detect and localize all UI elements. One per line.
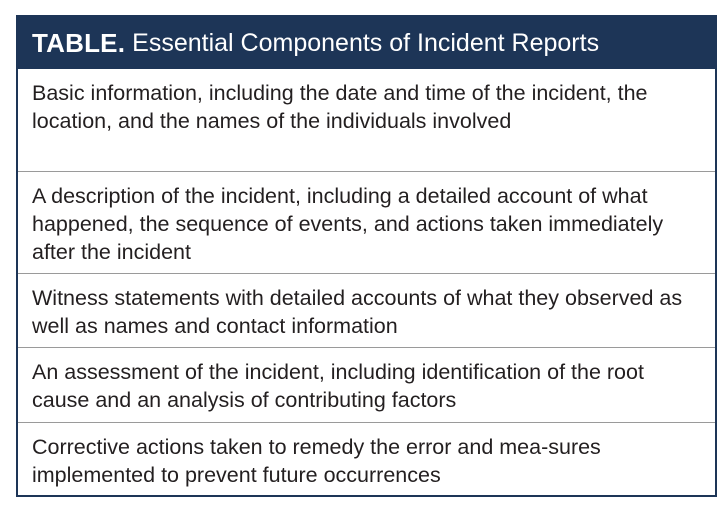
table-title: Essential Components of Incident Reports: [132, 28, 600, 57]
table-body: [18, 69, 715, 495]
table-header: [18, 17, 715, 69]
table-row: Basic information, including the date and time of the incident, the location, and the names of the individuals involved: [32, 81, 648, 133]
table-row: Corrective actions taken to remedy the error and mea-sures implemented to prevent future occurrences: [18, 422, 715, 495]
table-row: An assessment of the incident, including identification of the root cause and an analysis of contributing factors: [18, 347, 715, 422]
table-label: TABLE.: [32, 27, 126, 58]
incident-report-table: [16, 15, 717, 497]
table-row: Witness statements with detailed accounts of what they observed as well as names and contact information: [18, 273, 715, 347]
table-row: A description of the incident, including a detailed account of what happened, the sequence of events, and actions taken immediately after the incident: [18, 171, 715, 273]
